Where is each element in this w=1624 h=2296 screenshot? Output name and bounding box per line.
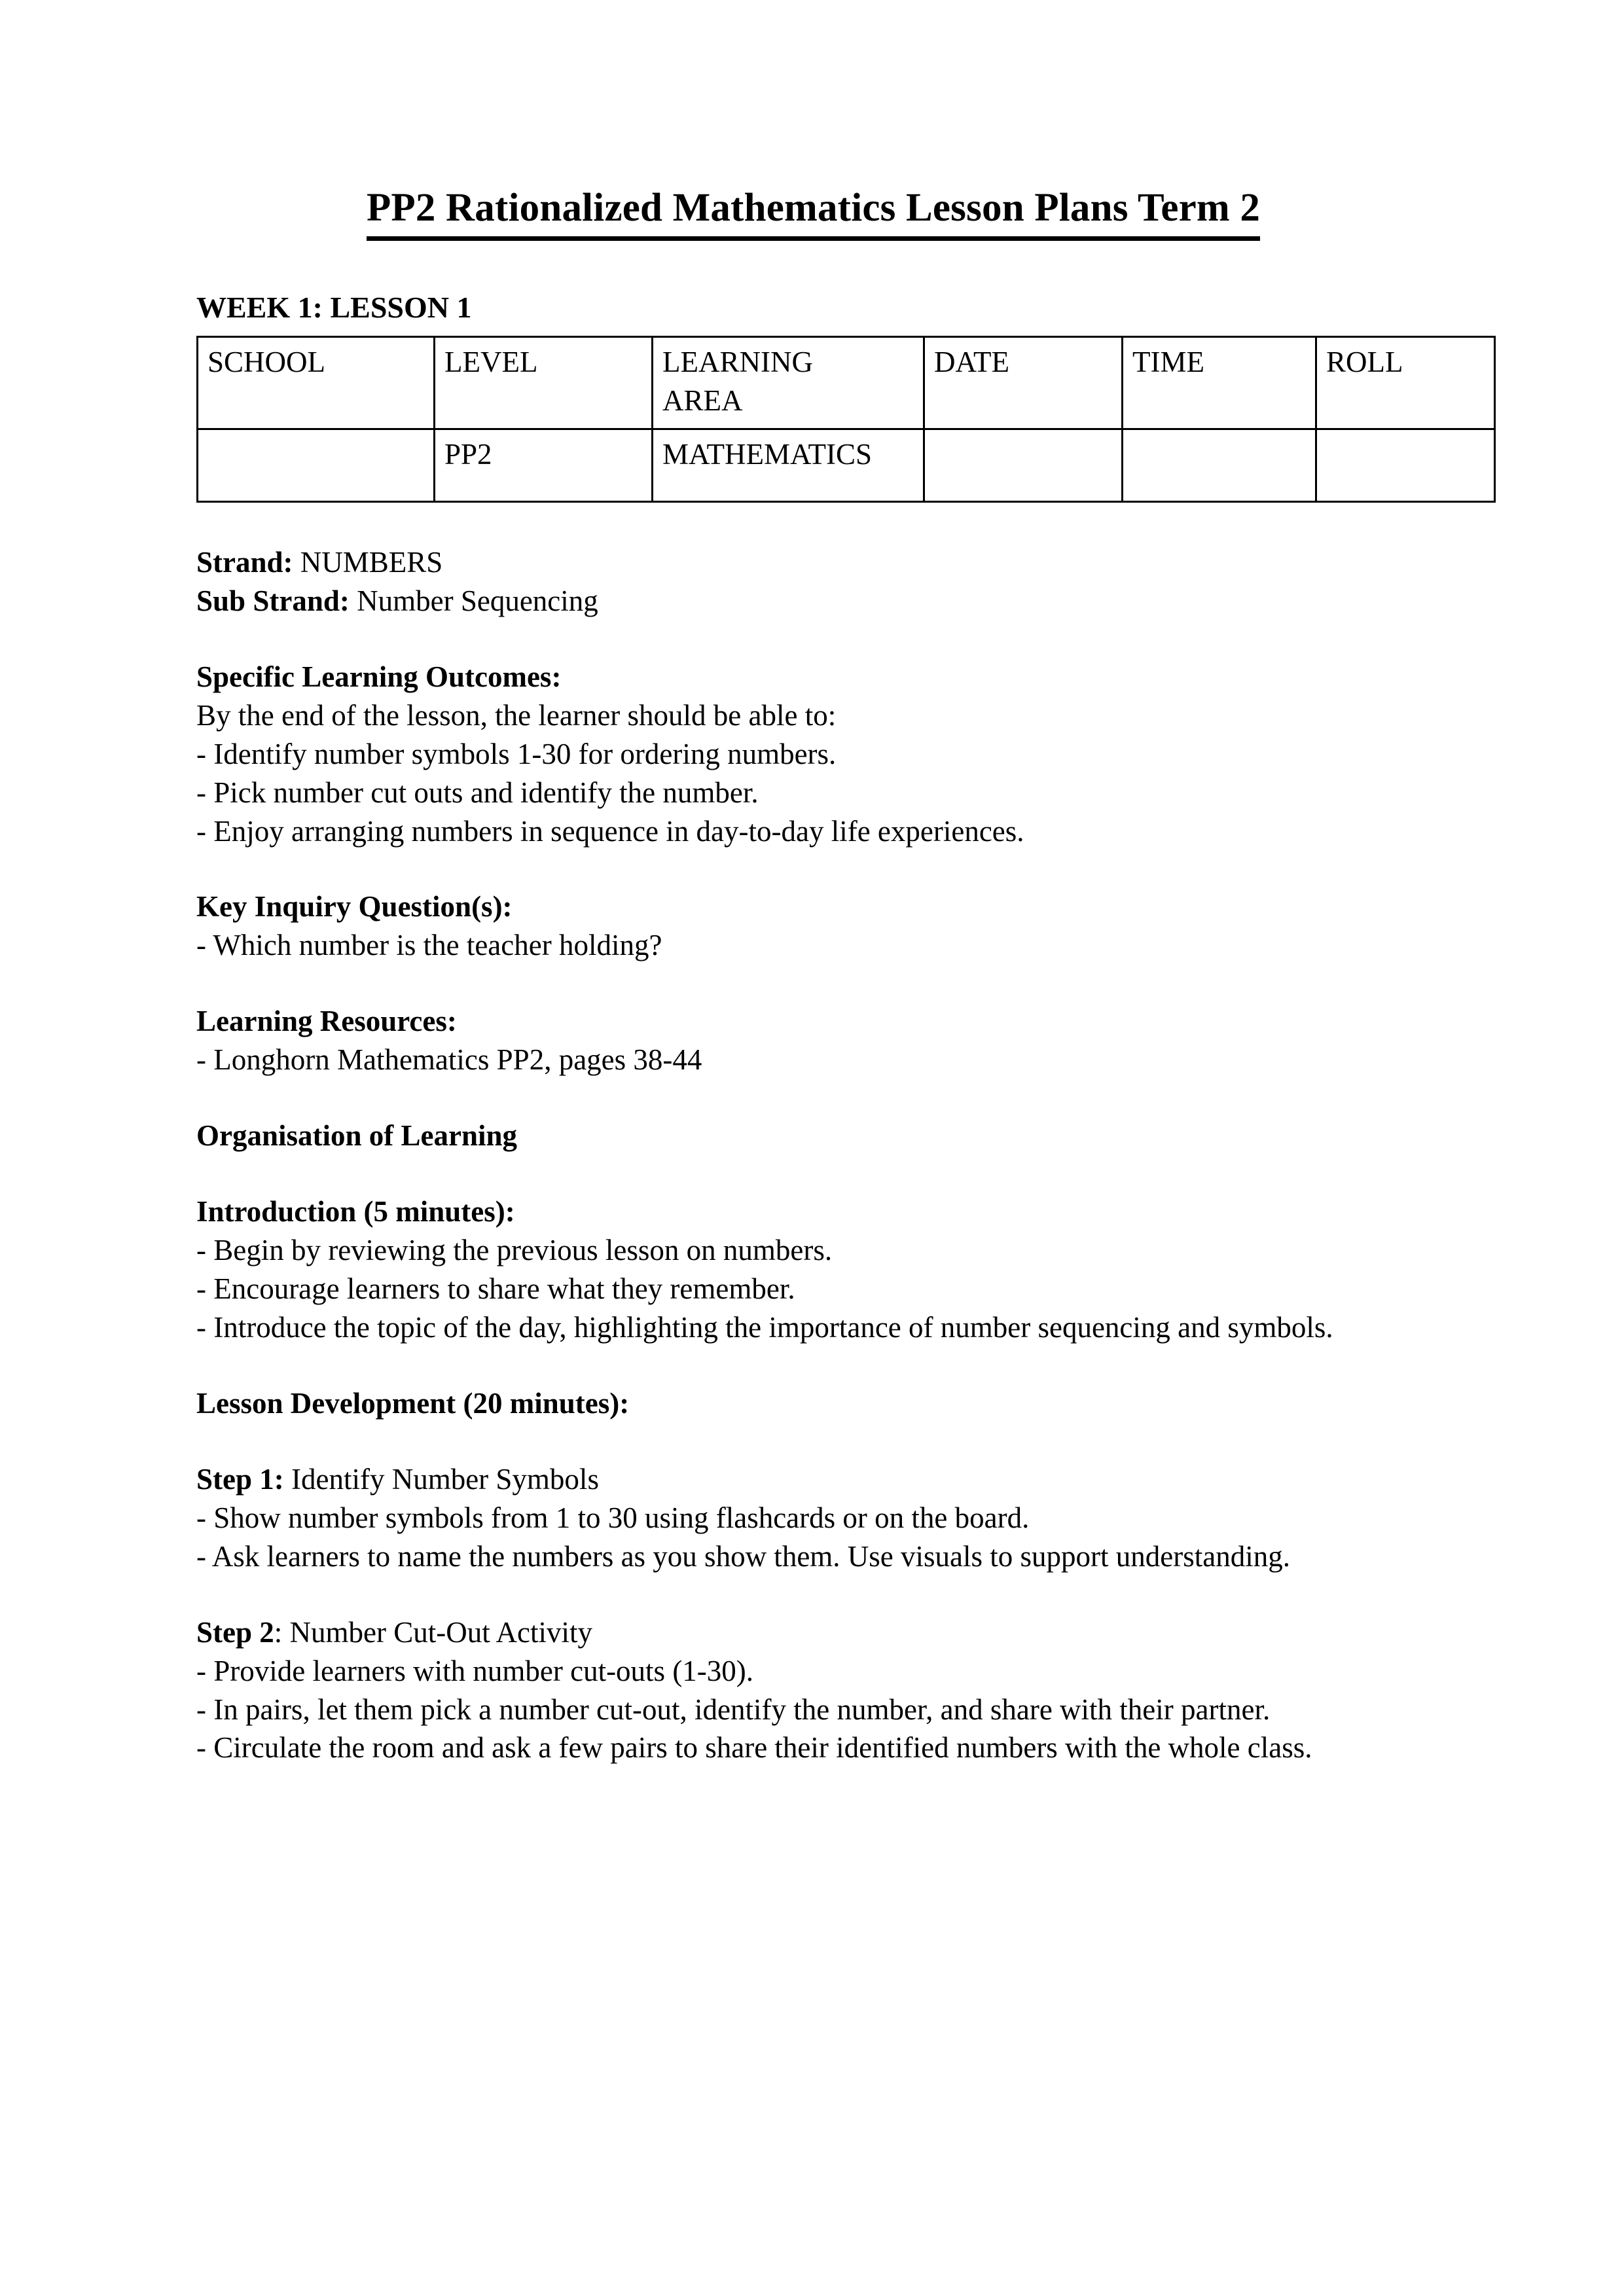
step-1-label: Step 1: bbox=[196, 1462, 284, 1496]
strand-line bbox=[196, 543, 1430, 582]
specific-learning-outcomes-heading: Specific Learning Outcomes: bbox=[196, 660, 562, 693]
list-item: - Enjoy arranging numbers in sequence in day-to-day life experiences. bbox=[196, 814, 1024, 848]
spacer bbox=[196, 1079, 1430, 1117]
sub-strand-value: Number Sequencing bbox=[357, 584, 598, 617]
page-title bbox=[196, 0, 1430, 241]
week-lesson-heading: WEEK 1: LESSON 1 bbox=[196, 290, 472, 324]
list-item: - Longhorn Mathematics PP2, pages 38-44 bbox=[196, 1043, 702, 1077]
list-item: - Identify number symbols 1-30 for ordering numbers. bbox=[196, 737, 837, 770]
list-item: - Ask learners to name the numbers as you show them. Use visuals to support understanding. bbox=[196, 1539, 1290, 1573]
list-item: - Encourage learners to share what they remember. bbox=[196, 1272, 795, 1306]
strand-label: Strand: bbox=[196, 545, 293, 579]
lesson-development-heading: Lesson Development (20 minutes): bbox=[196, 1386, 630, 1420]
table-cell-school[interactable] bbox=[198, 429, 435, 501]
table-header-school: SCHOOL bbox=[198, 336, 435, 429]
table-header-date: DATE bbox=[924, 336, 1123, 429]
spacer bbox=[196, 503, 1430, 543]
table-header-level: LEVEL bbox=[435, 336, 653, 429]
step-2-title: : Number Cut-Out Activity bbox=[274, 1615, 592, 1649]
spacer bbox=[196, 965, 1430, 1002]
table-header-time: TIME bbox=[1123, 336, 1316, 429]
table-cell-roll[interactable] bbox=[1316, 429, 1495, 501]
strand-value: NUMBERS bbox=[300, 545, 443, 579]
table-cell-date[interactable] bbox=[924, 429, 1123, 501]
list-item: - Which number is the teacher holding? bbox=[196, 929, 662, 962]
step-2-label: Step 2 bbox=[196, 1615, 274, 1649]
list-item: - Circulate the room and ask a few pairs to share their identified numbers with the whole class. bbox=[196, 1731, 1312, 1765]
organisation-of-learning-heading: Organisation of Learning bbox=[196, 1119, 518, 1153]
introduction-heading: Introduction (5 minutes): bbox=[196, 1195, 515, 1229]
table-cell-level[interactable]: PP2 bbox=[435, 429, 653, 501]
step-1-heading bbox=[196, 1460, 1430, 1499]
list-item: - Provide learners with number cut-outs (1-30). bbox=[196, 1654, 754, 1687]
sub-strand-label: Sub Strand: bbox=[196, 584, 350, 617]
spacer bbox=[196, 1423, 1430, 1460]
list-item: - Show number symbols from 1 to 30 using flashcards or on the board. bbox=[196, 1501, 1030, 1534]
table-header-roll: ROLL bbox=[1316, 336, 1495, 429]
table-cell-learning-area[interactable]: MATHEMATICS bbox=[653, 429, 924, 501]
spacer bbox=[196, 1576, 1430, 1613]
learning-area-line2: AREA bbox=[662, 384, 743, 418]
list-item: - Pick number cut outs and identify the number. bbox=[196, 776, 759, 809]
list-item: - Begin by reviewing the previous lesson on numbers. bbox=[196, 1234, 833, 1267]
lesson-info-table bbox=[196, 336, 1496, 503]
key-inquiry-heading: Key Inquiry Question(s): bbox=[196, 890, 513, 924]
list-item: - Introduce the topic of the day, highlighting the importance of number sequencing and symbols. bbox=[196, 1310, 1333, 1344]
table-cell-time[interactable] bbox=[1123, 429, 1316, 501]
page-title-text: PP2 Rationalized Mathematics Lesson Plans Term 2 bbox=[367, 185, 1260, 241]
spacer bbox=[196, 1347, 1430, 1384]
table-header-row bbox=[198, 336, 1495, 429]
spacer bbox=[196, 850, 1430, 888]
spacer bbox=[196, 1155, 1430, 1193]
document-content bbox=[196, 0, 1430, 1767]
learning-area-line1: LEARNING bbox=[662, 345, 813, 378]
outcomes-intro: By the end of the lesson, the learner should be able to: bbox=[196, 698, 837, 732]
learning-resources-heading: Learning Resources: bbox=[196, 1005, 457, 1038]
sub-strand-line bbox=[196, 582, 1430, 620]
spacer bbox=[196, 620, 1430, 658]
step-2-heading bbox=[196, 1613, 1430, 1652]
table-header-learning-area bbox=[653, 336, 924, 429]
step-1-title: Identify Number Symbols bbox=[283, 1462, 599, 1496]
table-row bbox=[198, 429, 1495, 501]
list-item: - In pairs, let them pick a number cut-out, identify the number, and share with their partner. bbox=[196, 1693, 1271, 1726]
